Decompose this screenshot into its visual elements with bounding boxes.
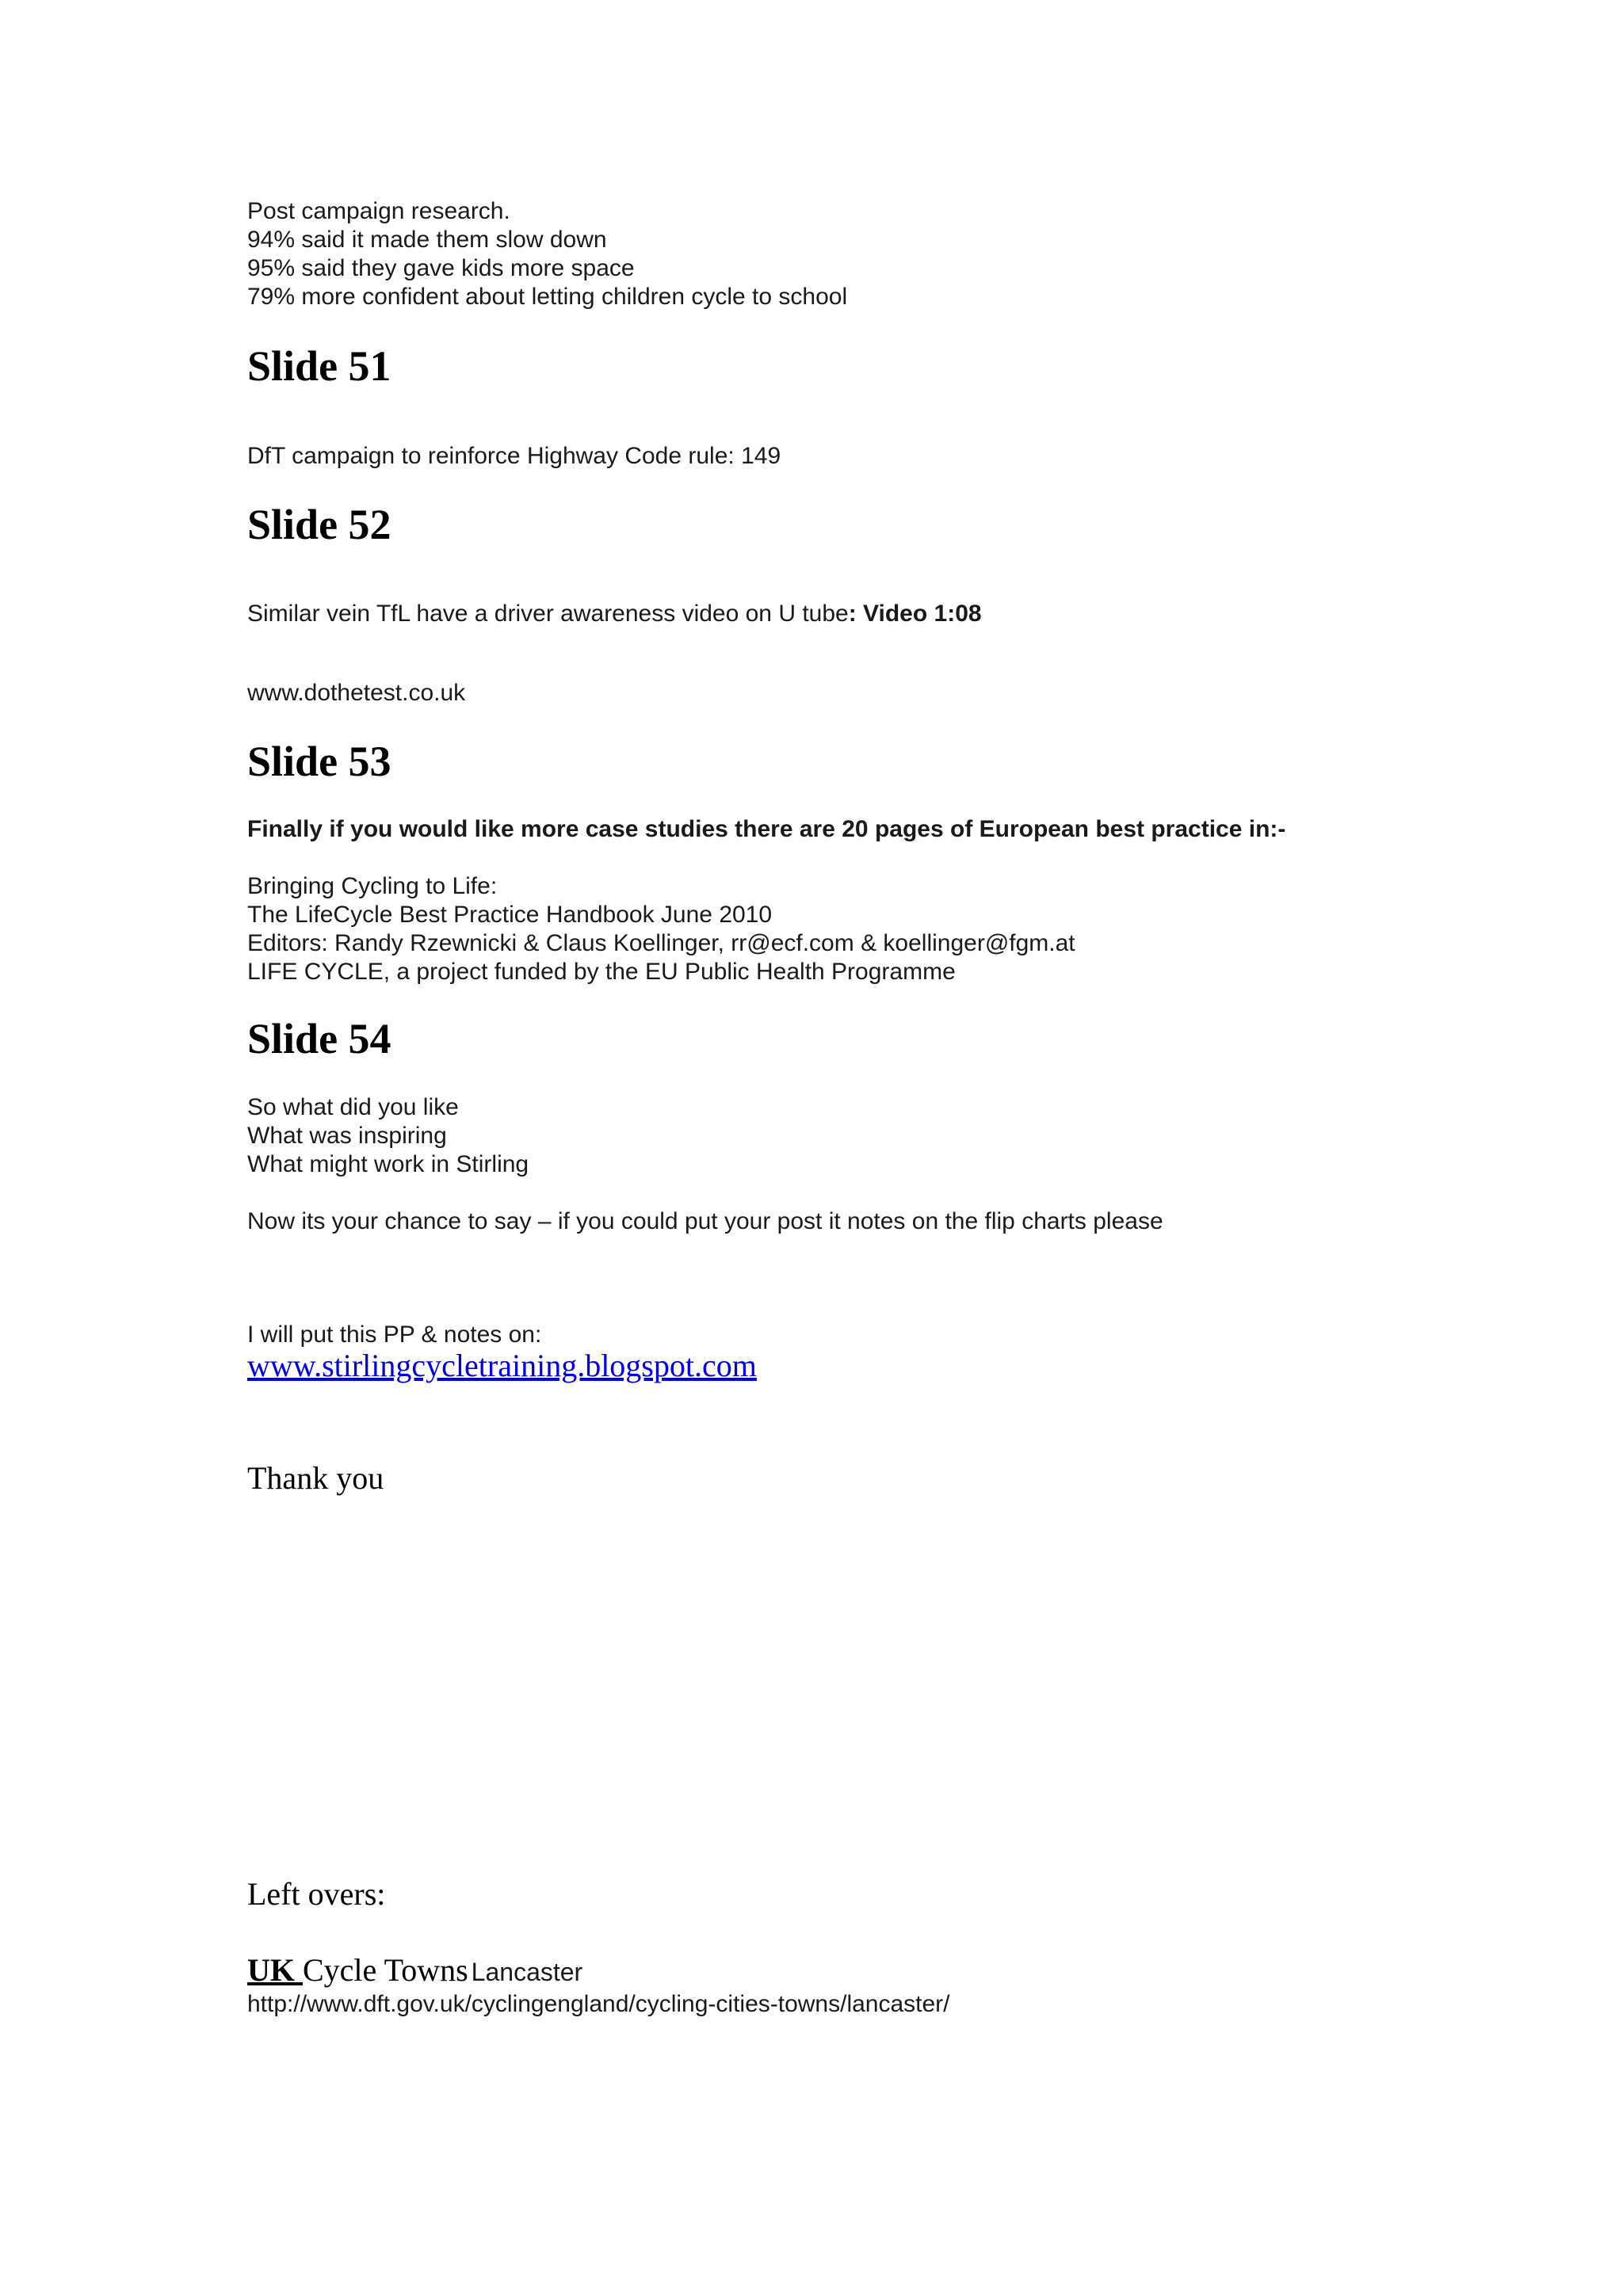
slide-52-video-label: : Video 1:08 <box>848 601 982 627</box>
intro-line: 79% more confident about letting children cycle to school <box>247 284 848 310</box>
reference-line: Editors: Randy Rzewnicki & Claus Koellinger, rr@ecf.com & koellinger@fgm.at <box>247 930 1075 956</box>
slide-53-reference <box>247 872 1075 986</box>
slide-54-questions <box>247 1093 529 1179</box>
slide-51-heading: Slide 51 <box>247 342 391 390</box>
intro-line: 94% said it made them slow down <box>247 227 607 253</box>
reference-line: The LifeCycle Best Practice Handbook June 2010 <box>247 902 773 928</box>
slide-52-text <box>247 600 982 628</box>
blog-link[interactable]: www.stirlingcycletraining.blogspot.com <box>247 1348 757 1383</box>
cycle-towns-label: Cycle Towns <box>303 1952 468 1988</box>
intro-line: 95% said they gave kids more space <box>247 255 635 281</box>
slide-52-text-main: Similar vein TfL have a driver awareness video on U tube <box>247 601 849 627</box>
slide-53-intro: Finally if you would like more case studies there are 20 pages of European best practice in:- <box>247 816 1286 842</box>
uk-cycle-towns-line <box>247 1952 582 1989</box>
leftovers-heading: Left overs: <box>247 1876 386 1912</box>
slide-53-heading: Slide 53 <box>247 738 391 785</box>
slide-54-heading: Slide 54 <box>247 1015 391 1062</box>
lancaster-url: http://www.dft.gov.uk/cyclingengland/cycling-cities-towns/lancaster/ <box>247 1991 950 2017</box>
slide-52-heading: Slide 52 <box>247 501 391 548</box>
uk-label: UK <box>247 1952 303 1988</box>
slide-51-text: DfT campaign to reinforce Highway Code rule: 149 <box>247 443 781 469</box>
question-line: What might work in Stirling <box>247 1151 529 1177</box>
reference-line: LIFE CYCLE, a project funded by the EU Public Health Programme <box>247 959 956 985</box>
question-line: What was inspiring <box>247 1123 447 1149</box>
slide-52-url: www.dothetest.co.uk <box>247 680 466 706</box>
reference-line: Bringing Cycling to Life: <box>247 873 498 899</box>
intro-line: Post campaign research. <box>247 198 510 224</box>
thank-you-text: Thank you <box>247 1460 384 1496</box>
question-line: So what did you like <box>247 1094 459 1120</box>
intro-block <box>247 197 847 311</box>
slide-54-chance-text: Now its your chance to say – if you could put your post it notes on the flip charts please <box>247 1208 1163 1234</box>
put-notes-text: I will put this PP & notes on: <box>247 1322 542 1348</box>
lancaster-label: Lancaster <box>471 1958 583 1986</box>
